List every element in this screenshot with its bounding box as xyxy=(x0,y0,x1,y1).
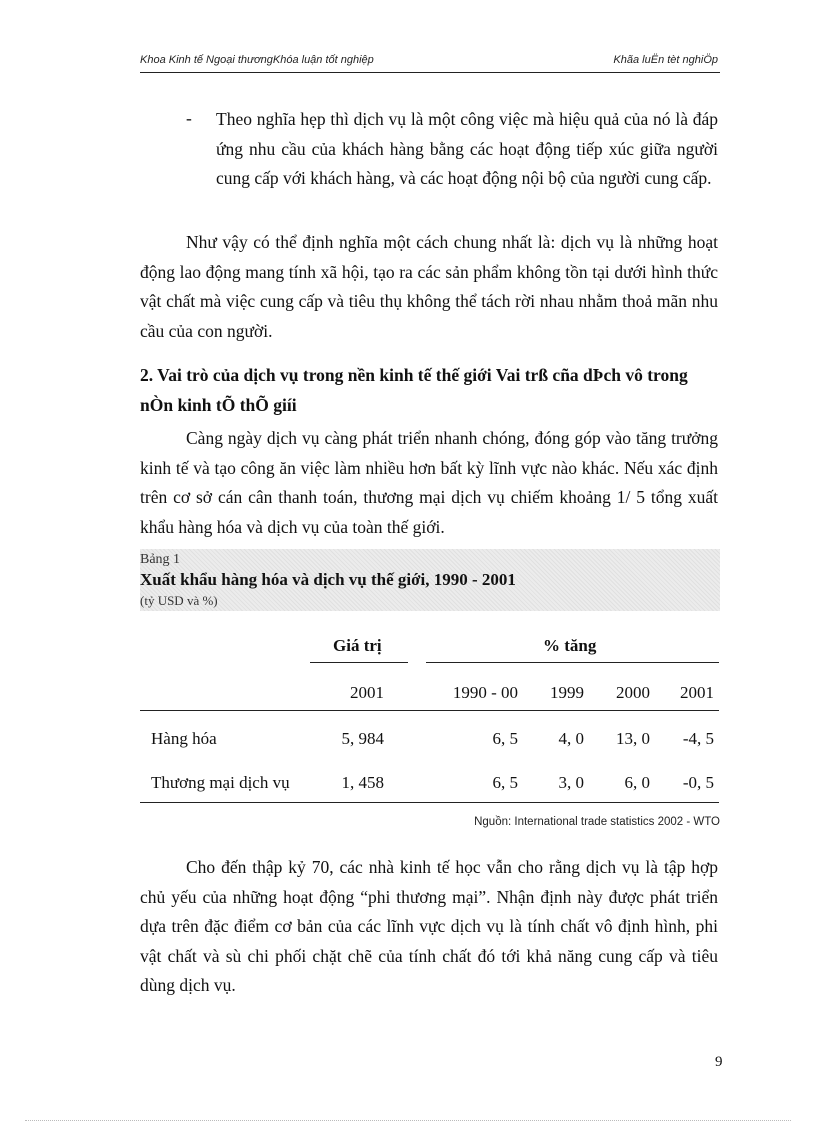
section-heading: 2. Vai trò của dịch vụ trong nền kinh tế thế giới Vai trß cña dÞch vô trong nÒn kinh tÕ thÕ giíi xyxy=(140,365,688,415)
column-header: 2001 xyxy=(350,683,384,702)
column-header: 1990 - 00 xyxy=(452,683,518,702)
group-rule-value xyxy=(310,662,408,663)
paragraph-history: Cho đến thập kỷ 70, các nhà kinh tế học vẫn cho rằng dịch vụ là tập hợp chủ yếu của những hoạt động “phi thương mại”. Nhận định này được phát triển dựa trên đặc điểm cơ bản của các lĩnh vực dịch vụ là tính chất vô định hình, phi vật chất và sù chi phối chặt chẽ của tính chất đó tới khả năng cung cấp và tiêu dùng dịch vụ. xyxy=(140,857,718,995)
header-right-text: Khãa luËn tèt nghiÖp xyxy=(613,54,718,66)
group-rule-growth xyxy=(426,662,719,663)
paragraph-definition: Như vậy có thể định nghĩa một cách chung nhất là: dịch vụ là những hoạt động lao động mang tính xã hội, tạo ra các sản phẩm không tồn tại dưới hình thức vật chất mà việc cung cấp và tiêu thụ không thể tách rời nhau nhằm thoả mãn nhu cầu của con người. xyxy=(140,232,718,341)
page-bottom-divider xyxy=(25,1120,791,1121)
column-header: 2001 xyxy=(680,683,714,702)
table-cell: 13, 0 xyxy=(616,729,650,748)
table-cell: 1, 458 xyxy=(341,773,384,792)
bullet-mark: - xyxy=(186,108,192,128)
header-left-text: Khoa Kinh tế Ngoại thươngKhóa luận tốt nghiệp xyxy=(140,54,374,66)
page-number: 9 xyxy=(715,1054,723,1070)
table-title: Xuất khẩu hàng hóa và dịch vụ thế giới, 1990 - 2001 xyxy=(140,570,516,589)
table-bottom-rule xyxy=(140,802,719,803)
header-rule xyxy=(140,710,719,711)
table-cell: 6, 0 xyxy=(624,773,650,792)
table-cell: 5, 984 xyxy=(341,729,384,748)
table-unit: (tỷ USD và %) xyxy=(140,593,218,608)
table-cell: 6, 5 xyxy=(492,773,518,792)
table-cell: -0, 5 xyxy=(682,773,714,792)
column-group-growth: % tăng xyxy=(543,636,597,655)
table-number: Bảng 1 xyxy=(140,552,181,567)
table-cell: 6, 5 xyxy=(492,729,518,748)
paragraph-role: Càng ngày dịch vụ càng phát triển nhanh chóng, đóng góp vào tăng trưởng kinh tế và tạo công ăn việc làm nhiều hơn bất kỳ lĩnh vực nào khác. Nếu xác định trên cơ sở cán cân thanh toán, thương mại dịch vụ chiếm khoảng 1/ 5 tổng xuất khẩu hàng hóa và dịch vụ của toàn thế giới. xyxy=(140,428,718,537)
bullet-paragraph: Theo nghĩa hẹp thì dịch vụ là một công việc mà hiệu quả của nó là đáp ứng nhu cầu của khách hàng bằng các hoạt động tiếp xúc giữa người cung cấp với khách hàng, và các hoạt động nội bộ của người cung cấp. xyxy=(216,109,718,188)
table-source: Nguồn: International trade statistics 2002 - WTO xyxy=(474,816,720,828)
table-cell: -4, 5 xyxy=(682,729,714,748)
table-cell: 3, 0 xyxy=(558,773,584,792)
row-label: Thương mại dịch vụ xyxy=(151,773,290,792)
table-cell: 4, 0 xyxy=(558,729,584,748)
column-header: 2000 xyxy=(616,683,650,702)
column-header: 1999 xyxy=(550,683,584,702)
running-header xyxy=(140,52,720,73)
row-label: Hàng hóa xyxy=(151,729,217,748)
table-caption xyxy=(140,549,720,611)
column-group-value: Giá trị xyxy=(333,636,382,655)
